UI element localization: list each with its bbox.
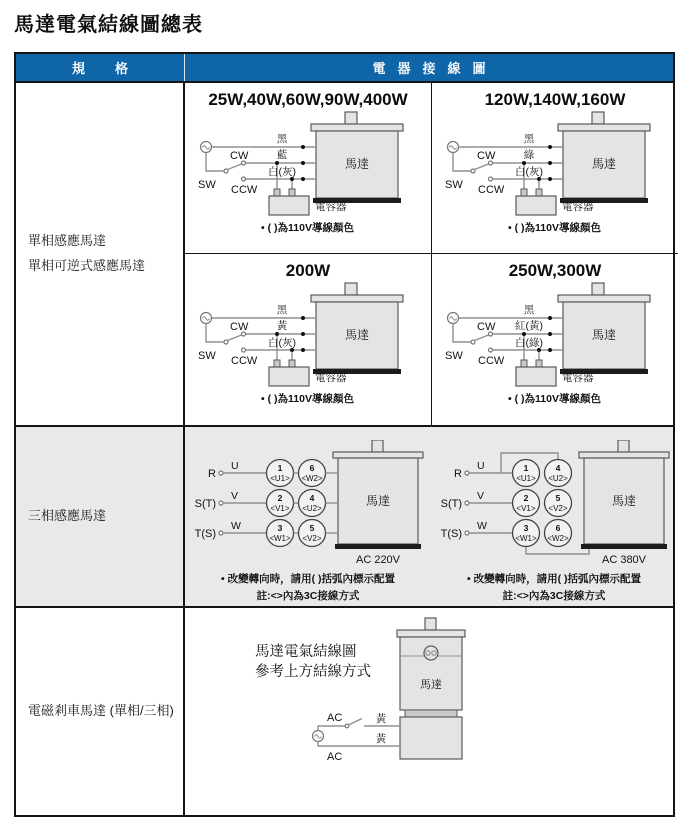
terminal-code: <U2> [302, 504, 322, 513]
sw-label: SW [198, 350, 216, 362]
ac-label-top: AC [327, 712, 343, 724]
brake-note-line1: 馬達電氣結線圖 [255, 644, 357, 660]
wire-label-mid: 綠 [523, 149, 535, 161]
terminal-code: <V1> [516, 504, 536, 513]
single-phase-wiring-diagram [185, 282, 431, 390]
capacitor-body [269, 196, 309, 215]
phase-label-s: S(T) [440, 498, 462, 510]
ccw-label: CCW [478, 355, 505, 367]
terminal-number: 5 [309, 523, 315, 533]
switch-feed-wire [453, 153, 471, 172]
cw-label: CW [230, 321, 249, 333]
single-phase-label-line1: 單相感應馬達 [28, 233, 107, 249]
motor-shaft [372, 440, 383, 452]
three-phase-wiring-diagram [431, 440, 677, 568]
phase-contact [465, 531, 469, 535]
terminal-number: 5 [555, 493, 561, 503]
diagram-ac380v [431, 427, 677, 606]
phase-letter-w: W [477, 520, 487, 532]
capacitor-body [516, 367, 556, 386]
capacitor-label: 電容器 [315, 372, 347, 384]
capacitor-terminal [289, 360, 295, 367]
single-phase-wiring-diagram [185, 111, 431, 219]
phase-letter-v: V [231, 490, 239, 502]
brake-label: 電磁剎車馬達 (單相/三相) [28, 703, 174, 719]
motor-cap [558, 124, 650, 131]
wire-top [318, 726, 345, 731]
wire-label-bottom: 黃 [375, 733, 387, 745]
switch-arm-icon [475, 335, 489, 341]
motor-label: 馬達 [420, 679, 442, 691]
junction-dot [301, 145, 305, 149]
terminal-number: 2 [523, 493, 529, 503]
phase-letter-w: W [231, 520, 241, 532]
phase-label-r: R [208, 468, 216, 480]
terminal-number: 2 [277, 493, 283, 503]
capacitor-terminal [274, 360, 280, 367]
sw-label: SW [445, 350, 463, 362]
motor-label: 馬達 [591, 157, 617, 171]
motor-cap [311, 295, 403, 302]
wire-label-top: 黑 [276, 133, 288, 145]
ccw-contact [242, 348, 246, 352]
terminal-code: <V2> [302, 534, 322, 543]
motor-cap [558, 295, 650, 302]
switch-arm-icon [475, 164, 489, 170]
single-phase-wiring-diagram [432, 282, 678, 390]
switch-hinge [224, 169, 228, 173]
three-phase-label: 三相感應馬達 [28, 508, 107, 524]
three-phase-note1: • 改變轉向時，請用( )括弧內標示配置 [220, 573, 395, 585]
terminal-number: 1 [277, 463, 283, 473]
junction-dot [522, 332, 526, 336]
switch-feed-wire [206, 153, 224, 172]
ccw-label: CCW [231, 184, 258, 196]
brake-motor-wiring-diagram [185, 608, 675, 808]
wire-bottom [318, 742, 400, 747]
brake-note-line2: 參考上方結線方式 [255, 664, 371, 680]
capacitor-body [516, 196, 556, 215]
phase-label-r: R [454, 468, 462, 480]
phase-contact [465, 501, 469, 505]
wire-label-top: 黑 [523, 304, 535, 316]
motor-label: 馬達 [344, 328, 370, 342]
switch-feed-wire [206, 324, 224, 343]
diagram-ac220v [185, 427, 431, 606]
single-phase-label-line2: 單相可逆式感應馬達 [28, 258, 146, 273]
phase-contact [219, 471, 223, 475]
ac-label-bottom: AC [327, 751, 343, 763]
switch-feed-wire [453, 324, 471, 343]
motor-cap [311, 124, 403, 131]
cw-label: CW [230, 150, 249, 162]
motor-label: 馬達 [344, 157, 370, 171]
motor-base [335, 544, 421, 549]
switch-arm-icon [228, 335, 242, 341]
diagram-note: • ( )為110V導線顏色 [261, 222, 354, 234]
brake-box [400, 717, 462, 759]
three-phase-diagram-area [185, 427, 677, 606]
wire-label-top: 黑 [523, 133, 535, 145]
capacitor-label: 電容器 [562, 372, 594, 384]
three-phase-note1: • 改變轉向時，請用( )括弧內標示配置 [466, 573, 641, 585]
diagram-120w-160w [432, 83, 678, 254]
capacitor-terminal [289, 189, 295, 196]
motor-shaft [345, 283, 357, 295]
junction-dot [522, 161, 526, 165]
junction-dot [548, 348, 552, 352]
wire-label-top: 黃 [375, 713, 387, 725]
terminal-code: <W2> [547, 534, 569, 543]
ccw-contact [242, 177, 246, 181]
phase-contact [465, 471, 469, 475]
single-phase-row-label [16, 83, 185, 425]
wire-label-mid: 藍 [276, 149, 288, 161]
row-single-phase [16, 83, 673, 425]
capacitor-terminal [521, 189, 527, 196]
terminal-code: <W2> [301, 474, 323, 483]
capacitor-label: 電容器 [315, 201, 347, 213]
ccw-label: CCW [231, 355, 258, 367]
single-phase-wiring-diagram [432, 111, 678, 219]
junction-dot [301, 177, 305, 181]
terminal-number: 6 [555, 523, 561, 533]
ccw-contact [489, 177, 493, 181]
diagram-note: • ( )為110V導線顏色 [508, 222, 601, 234]
junction-dot [548, 145, 552, 149]
motor-shaft [618, 440, 629, 452]
motor-cap [579, 452, 669, 458]
terminal-code: <U1> [270, 474, 290, 483]
phase-letter-v: V [477, 490, 485, 502]
three-phase-row-label [16, 427, 185, 606]
terminal-code: <V2> [548, 504, 568, 513]
junction-dot [548, 177, 552, 181]
junction-dot [301, 348, 305, 352]
switch-hinge [345, 724, 349, 728]
phase-letter-u: U [231, 460, 239, 472]
phase-contact [219, 531, 223, 535]
single-phase-diagram-grid [185, 83, 678, 425]
junction-dot [548, 161, 552, 165]
capacitor-label: 電容器 [562, 201, 594, 213]
wire-label-bottom: 白(綠) [515, 337, 543, 349]
three-phase-wiring-diagram [185, 440, 431, 568]
switch-arm-icon [349, 719, 363, 726]
diagram-200w [185, 254, 432, 425]
diagram-250w-300w [432, 254, 678, 425]
terminal-number: 4 [309, 493, 315, 503]
capacitor-body [269, 367, 309, 386]
star-link-bottom [526, 547, 589, 555]
terminal-number: 3 [523, 523, 529, 533]
cw-label: CW [477, 150, 496, 162]
terminal-code: <W1> [269, 534, 291, 543]
switch-hinge [471, 169, 475, 173]
junction-dot [275, 161, 279, 165]
motor-shaft [425, 618, 436, 630]
junction-dot [301, 161, 305, 165]
motor-cap [397, 630, 465, 637]
header-diagram: 電器接線圖 [372, 61, 498, 76]
wire-label-bottom: 白(灰) [268, 166, 296, 178]
switch-arm-icon [228, 164, 242, 170]
diagram-title: 25W,40W,60W,90W,400W [208, 90, 408, 109]
terminal-code: <V1> [270, 504, 290, 513]
row-brake-motor [16, 608, 673, 815]
switch-hinge [224, 340, 228, 344]
page-title: 馬達電氣結線圖總表 [14, 14, 203, 36]
capacitor-terminal [521, 360, 527, 367]
voltage-label: AC 380V [601, 554, 647, 566]
terminal-code: <U1> [516, 474, 536, 483]
terminal-code: <W1> [515, 534, 537, 543]
three-phase-note2: 註:<>內為3C接線方式 [502, 590, 606, 602]
junction-dot [548, 316, 552, 320]
table-header [16, 54, 673, 83]
phase-label-s: S(T) [194, 498, 216, 510]
motor-cap [333, 452, 423, 458]
ccw-contact [489, 348, 493, 352]
junction-dot [301, 316, 305, 320]
terminal-code: <U2> [548, 474, 568, 483]
diagram-note: • ( )為110V導線顏色 [261, 393, 354, 405]
brake-connector [405, 710, 457, 717]
motor-base [581, 544, 667, 549]
terminal-number: 3 [277, 523, 283, 533]
motor-label: 馬達 [611, 494, 637, 508]
motor-shaft [345, 112, 357, 124]
ccw-label: CCW [478, 184, 505, 196]
terminal-number: 6 [309, 463, 315, 473]
row-three-phase [16, 425, 673, 608]
capacitor-terminal [274, 189, 280, 196]
junction-dot [275, 332, 279, 336]
diagram-note: • ( )為110V導線顏色 [508, 393, 601, 405]
motor-label: 馬達 [365, 494, 391, 508]
phase-label-t: T(S) [440, 528, 462, 540]
phase-label-t: T(S) [194, 528, 216, 540]
motor-label: 馬達 [591, 328, 617, 342]
wire-label-top: 黑 [276, 304, 288, 316]
terminal-number: 1 [523, 463, 529, 473]
capacitor-terminal [536, 189, 542, 196]
diagram-title: 120W,140W,160W [484, 90, 626, 109]
motor-shaft [592, 283, 604, 295]
switch-hinge [471, 340, 475, 344]
phase-letter-u: U [477, 460, 485, 472]
wiring-table [14, 52, 675, 817]
wire-label-mid: 黃 [276, 320, 288, 332]
wire-label-bottom: 白(灰) [515, 166, 543, 178]
wire-label-bottom: 白(灰) [268, 337, 296, 349]
diagram-title: 250W,300W [508, 261, 602, 280]
wire-label-mid: 紅(黃) [515, 320, 543, 332]
brake-row-label [16, 608, 185, 815]
cw-label: CW [477, 321, 496, 333]
diagram-25w-400w [185, 83, 432, 254]
diagram-title: 200W [285, 261, 331, 280]
three-phase-note2: 註:<>內為3C接線方式 [256, 590, 360, 602]
junction-dot [548, 332, 552, 336]
voltage-label: AC 220V [355, 554, 401, 566]
phase-contact [219, 501, 223, 505]
brake-diagram-area [185, 608, 675, 815]
sw-label: SW [445, 179, 463, 191]
sw-label: SW [198, 179, 216, 191]
terminal-number: 4 [555, 463, 561, 473]
junction-dot [301, 332, 305, 336]
header-spec: 規格 [16, 54, 185, 81]
capacitor-terminal [536, 360, 542, 367]
motor-shaft [592, 112, 604, 124]
